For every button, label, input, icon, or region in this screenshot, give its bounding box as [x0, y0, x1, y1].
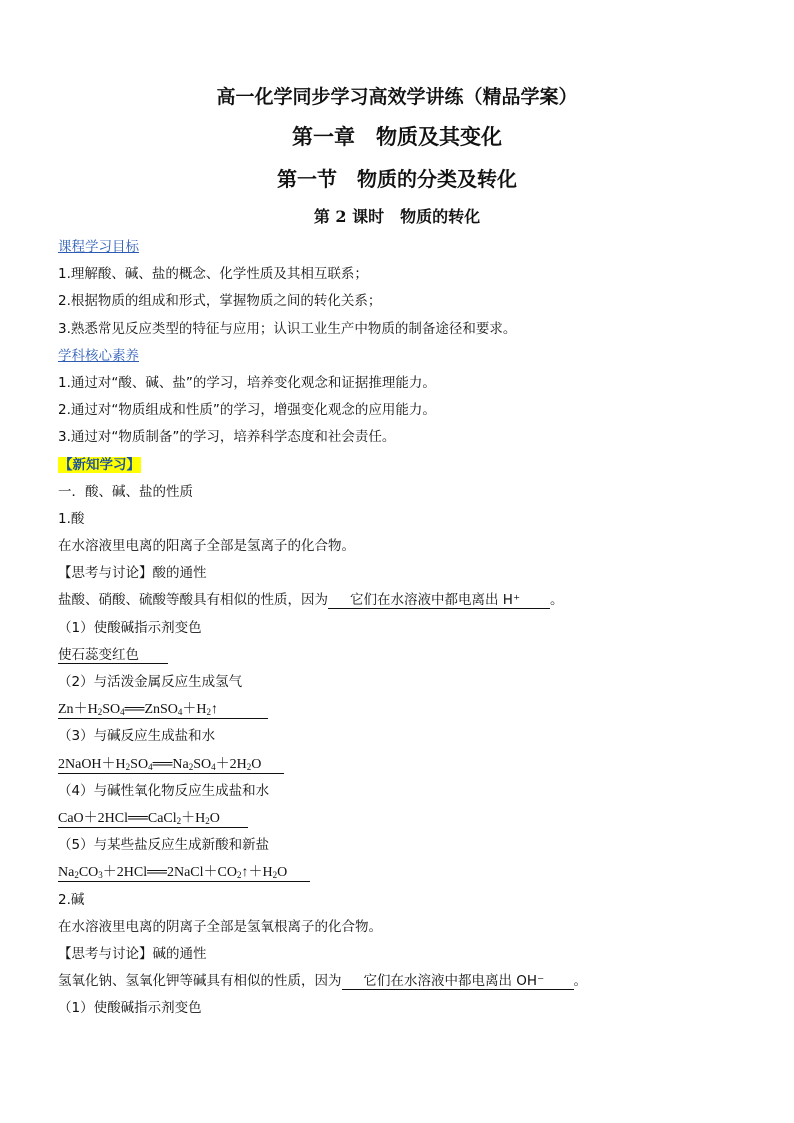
formula-part: CO: [217, 865, 237, 881]
formula-sub: 2: [236, 870, 242, 881]
formula-part: ＋: [215, 756, 230, 772]
formula-sub: 2: [246, 761, 252, 772]
formula-part: NaOH: [65, 756, 102, 772]
formula-sub: 4: [177, 707, 183, 718]
part-heading: 一．酸、碱、盐的性质: [58, 483, 193, 500]
end-mark: 。: [550, 592, 564, 609]
formula-sub: 2: [125, 761, 131, 772]
goal-item: 1.理解酸、碱、盐的概念、化学性质及其相互联系；: [58, 266, 368, 283]
acid-common-lead: 盐酸、硝酸、硫酸等酸具有相似的性质，因为: [58, 592, 328, 609]
acid-common-line: [58, 587, 758, 614]
formula-part: ＋: [203, 865, 218, 881]
equation-line: [58, 696, 758, 723]
formula-part: ＋: [182, 702, 197, 718]
formula-sub: 2: [272, 870, 278, 881]
goals-heading: 课程学习目标: [58, 239, 139, 255]
base-common-line: [58, 968, 758, 995]
equation-zn-h2so4[interactable]: [58, 700, 268, 719]
acid-prop-1-answer: 使石蕊变红色: [58, 646, 139, 663]
formula-part: H: [195, 810, 206, 826]
discuss-title: 酸的通性: [152, 565, 207, 582]
formula-part: ══: [124, 702, 145, 718]
new-study-heading: 【新知学习】: [59, 456, 140, 473]
literacy-item: 2.通过对“物质组成和性质”的学习，增强变化观念的应用能力。: [58, 402, 436, 419]
formula-sub: 2: [188, 761, 194, 772]
formula-part: ＋: [101, 756, 116, 772]
literacy-heading-line: [58, 343, 758, 370]
formula-part: ══: [128, 810, 148, 826]
formula-part: ══: [147, 865, 167, 881]
base-prop-1-label: （1）使酸碱指示剂变色: [58, 1000, 202, 1017]
chapter-title: 第一章 物质及其变化: [292, 124, 502, 149]
formula-sub: 2: [176, 815, 182, 826]
formula-part: ↑: [211, 702, 219, 718]
acid-prop-2-label: （2）与活泼金属反应生成氢气: [58, 674, 243, 690]
formula-part: 2: [58, 756, 65, 772]
formula-part: ↑: [241, 865, 249, 881]
formula-part: Na: [58, 865, 75, 881]
formula-part: 2: [116, 865, 124, 881]
formula-part: H: [196, 702, 207, 718]
answer-blank[interactable]: [342, 971, 574, 990]
base-common-answer: 它们在水溶液中都电离出 OH⁻: [363, 973, 545, 990]
equation-line: [58, 751, 758, 778]
goals-heading-line: [58, 234, 758, 261]
base-discuss-line: [58, 941, 758, 968]
formula-sub: 2: [74, 870, 79, 881]
formula-part: ZnSO: [144, 702, 178, 718]
equation-line: [58, 859, 758, 886]
formula-part: O: [209, 810, 220, 826]
acid-label: 1.酸: [58, 510, 85, 527]
formula-part: ＋: [102, 865, 117, 881]
literacy-item: 1.通过对“酸、碱、盐”的学习，培养变化观念和证据推理能力。: [58, 374, 436, 391]
acid-common-answer: 它们在水溶液中都电离出 H⁺: [350, 592, 521, 609]
formula-part: ══: [152, 756, 173, 772]
answer-blank[interactable]: [58, 645, 168, 664]
base-common-lead: 氢氧化钠、氢氧化钾等碱具有相似的性质，因为: [58, 973, 342, 990]
discuss-tag: 【思考与讨论】: [58, 945, 153, 962]
formula-part: CaO: [58, 810, 84, 826]
acid-discuss-line: [58, 560, 758, 587]
formula-part: O: [251, 756, 262, 772]
goal-item: 3.熟悉常见反应类型的特征与应用；认识工业生产中物质的制备途径和要求。: [58, 320, 517, 337]
formula-sub: 2: [206, 707, 212, 718]
formula-part: ＋: [248, 865, 263, 881]
formula-part: CO: [78, 865, 99, 881]
literacy-heading: 学科核心素养: [58, 347, 139, 364]
formula-part: CaCl: [147, 810, 177, 826]
formula-sub: 4: [148, 761, 153, 772]
formula-part: HCl: [104, 810, 129, 826]
equation-line: [58, 805, 758, 832]
formula-part: ＋: [181, 810, 196, 826]
acid-prop-5-label: （5）与某些盐反应生成新酸和新盐: [58, 837, 270, 854]
acid-prop-1-label: （1）使酸碱指示剂变色: [58, 619, 202, 636]
formula-sub: 2: [205, 815, 210, 826]
base-definition: 在水溶液里电离的阴离子全部是氢氧根离子的化合物。: [58, 918, 382, 935]
answer-blank[interactable]: [328, 590, 550, 609]
formula-part: 2: [166, 865, 174, 881]
base-label: 2.碱: [58, 891, 85, 908]
formula-part: H: [115, 756, 126, 772]
formula-part: ＋: [83, 810, 98, 826]
equation-naoh-h2so4[interactable]: [58, 755, 284, 774]
formula-sub: 3: [98, 870, 103, 881]
formula-part: 2: [97, 810, 105, 826]
equation-cao-hcl[interactable]: [58, 809, 248, 828]
formula-sub: 4: [211, 761, 216, 772]
acid-prop-4-label: （4）与碱性氧化物反应生成盐和水: [58, 782, 270, 799]
formula-part: NaCl: [173, 865, 204, 881]
formula-sub: 2: [97, 707, 103, 718]
formula-part: O: [277, 865, 288, 881]
goal-item: 2.根据物质的组成和形式，掌握物质之间的转化关系；: [58, 293, 382, 310]
new-study-heading-line: [58, 452, 758, 479]
acid-definition: 在水溶液里电离的阳离子全部是氢离子的化合物。: [58, 538, 355, 555]
formula-part: Na: [172, 756, 189, 772]
end-mark: 。: [573, 973, 587, 990]
formula-part: SO: [193, 756, 212, 772]
formula-part: H: [87, 702, 98, 718]
content-body: [58, 234, 758, 1022]
formula-part: SO: [130, 756, 149, 772]
formula-part: 2: [229, 756, 237, 772]
acid-prop-3-label: （3）与碱反应生成盐和水: [58, 728, 216, 745]
section-title: 第一节 物质的分类及转化: [277, 167, 517, 191]
formula-part: H: [262, 865, 273, 881]
equation-na2co3-hcl[interactable]: [58, 863, 310, 882]
discuss-tag: 【思考与讨论】: [58, 565, 153, 582]
acid-prop-1-answer-line: [58, 642, 758, 669]
formula-part: Zn: [58, 702, 74, 718]
formula-part: ＋: [73, 702, 88, 718]
discuss-title: 碱的通性: [152, 945, 207, 962]
formula-part: H: [236, 756, 247, 772]
lesson-title: 第 2 课时 物质的转化: [313, 207, 481, 226]
literacy-item: 3.通过对“物质制备”的学习，培养科学态度和社会责任。: [58, 429, 396, 446]
formula-sub: 4: [120, 707, 125, 718]
document-title: 高一化学同步学习高效学讲练（精品学案）: [216, 86, 578, 108]
formula-part: SO: [102, 702, 121, 718]
formula-part: HCl: [123, 865, 148, 881]
